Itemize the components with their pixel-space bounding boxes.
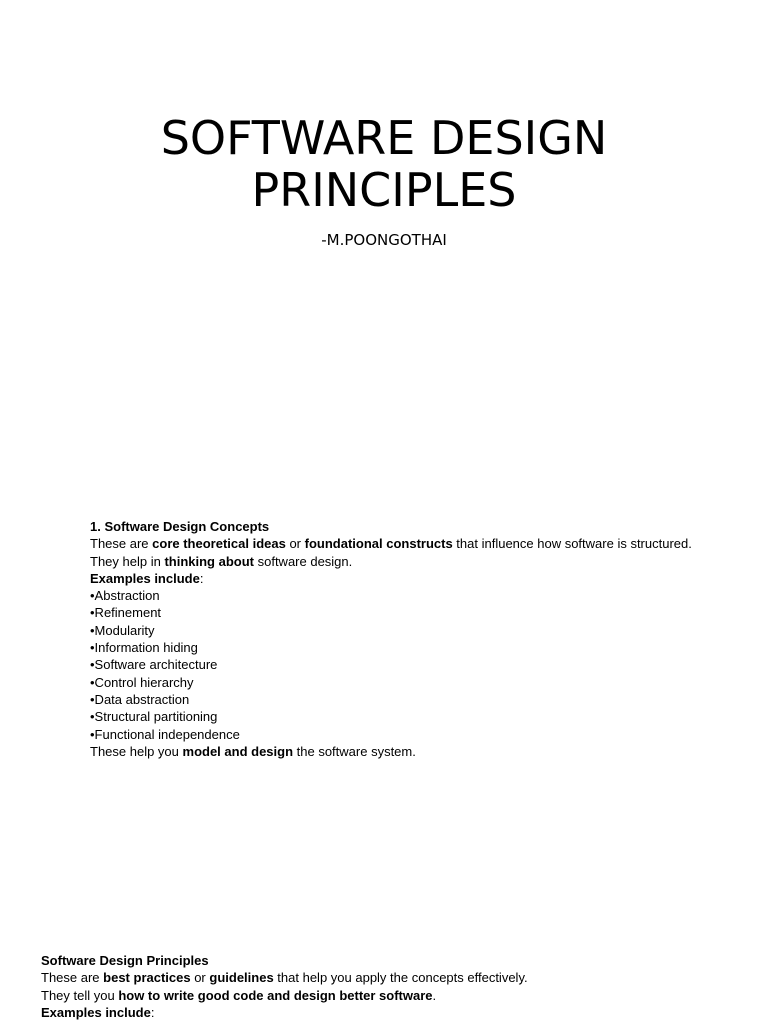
- list-item: •Structural partitioning: [90, 709, 218, 725]
- title-line-1: SOFTWARE DESIGN: [160, 111, 608, 165]
- principles-tell: They tell you how to write good code and design better software.: [41, 987, 437, 1003]
- principles-intro: These are best practices or guidelines that help you apply the concepts effectively.: [41, 970, 528, 986]
- list-item: •Abstraction: [90, 588, 160, 604]
- list-item: •Data abstraction: [90, 691, 190, 707]
- document-title: [0, 112, 768, 216]
- list-item: •Functional independence: [90, 726, 240, 742]
- author-line: -M.POONGOTHAI: [321, 231, 447, 249]
- list-item: •Refinement: [90, 605, 162, 621]
- list-item: •Information hiding: [90, 640, 198, 656]
- concepts-intro: These are core theoretical ideas or foundational constructs that influence how software is structured.: [90, 536, 692, 552]
- title-line-2: PRINCIPLES: [251, 163, 517, 217]
- concepts-section: [90, 518, 750, 760]
- principles-examples-label: Examples include:: [41, 1004, 155, 1020]
- concepts-conclusion: These help you model and design the software system.: [90, 743, 416, 759]
- concepts-heading: 1. Software Design Concepts: [90, 519, 270, 534]
- list-item: •Modularity: [90, 622, 155, 638]
- concepts-examples-label: Examples include:: [90, 570, 204, 586]
- concepts-help: They help in thinking about software design.: [90, 553, 353, 569]
- principles-heading: Software Design Principles: [41, 953, 209, 968]
- list-item: •Software architecture: [90, 657, 218, 673]
- list-item: •Control hierarchy: [90, 674, 194, 690]
- principles-section: [41, 952, 741, 1021]
